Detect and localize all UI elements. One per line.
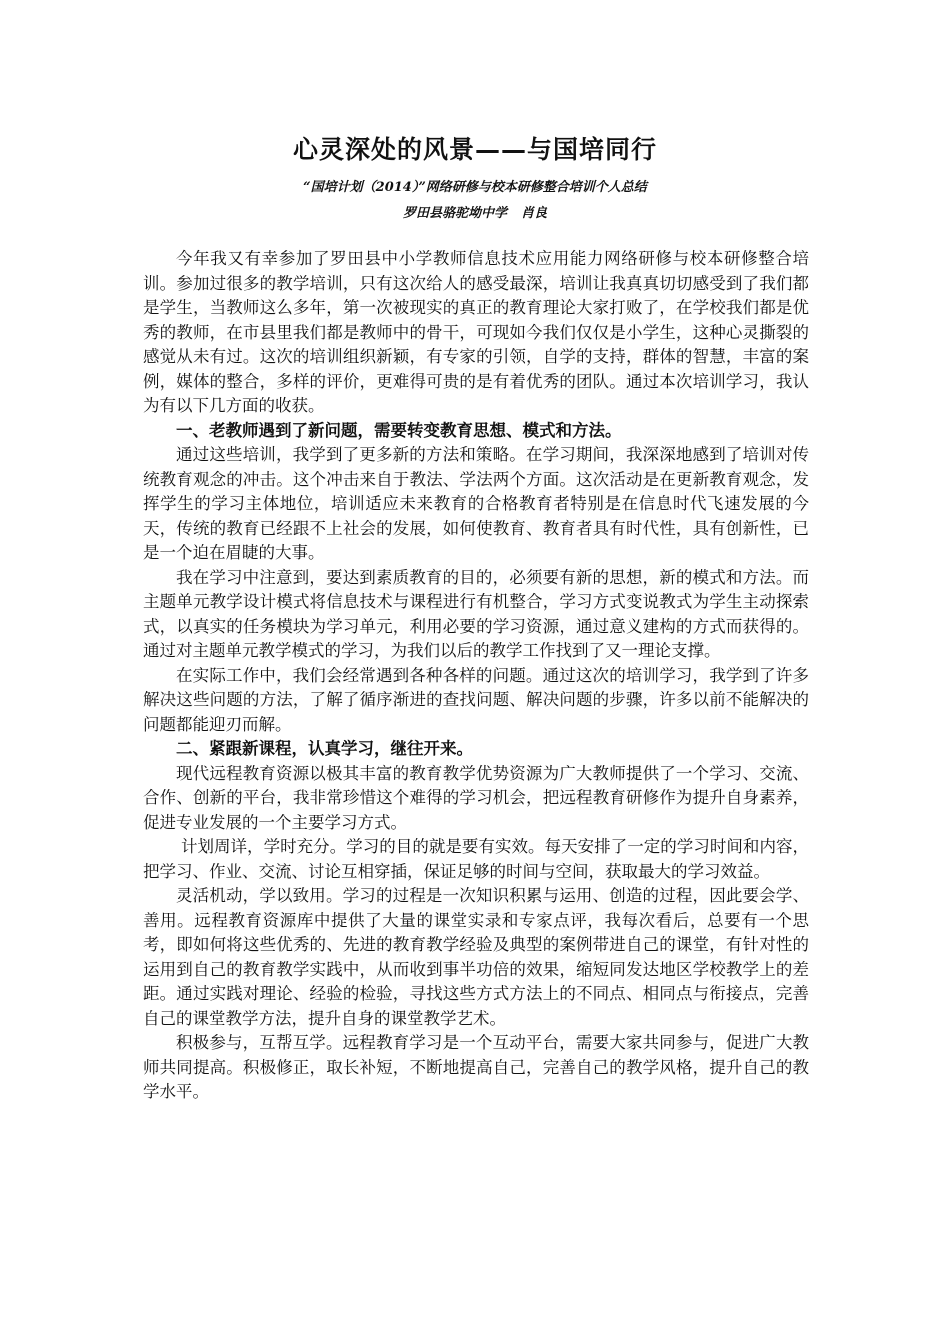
paragraph: 计划周详，学时充分。学习的目的就是要有实效。每天安排了一定的学习时间和内容，把学习、作业、交流、讨论互相穿插，保证足够的时间与空间，获取最大的学习效益。: [143, 837, 809, 881]
paragraph: 我在学习中注意到，要达到素质教育的目的，必须要有新的思想，新的模式和方法。而主题单元教学设计模式将信息技术与课程进行有机整合，学习方式变说教式为学生主动探索式，以真实的任务模块为学习单元，利用必要的学习资源，通过意义建构的方式而获得的。通过对主题单元教学模式的学习，为我们以后的教学工作找到了又一理论支撑。: [143, 567, 809, 660]
paragraph: 今年我又有幸参加了罗田县中小学教师信息技术应用能力网络研修与校本研修整合培训。参加过很多的教学培训，只有这次给人的感受最深，培训让我真真切切感受到了我们都是学生，当教师这么多年，第一次被现实的真正的教育理论大家打败了，在学校我们都是优秀的教师，在市县里我们都是教师中的骨干，可现如今我们仅仅是小学生，这种心灵撕裂的感觉从未有过。这次的培训组织新颖，有专家的引领，自学的支持，群体的智慧，丰富的案例，媒体的整合，多样的评价，更难得可贵的是有着优秀的团队。通过本次培训学习，我认为有以下几方面的收获。: [143, 249, 809, 415]
document-body: [143, 247, 809, 1105]
section-heading: 一、老教师遇到了新问题，需要转变教育思想、模式和方法。: [176, 420, 622, 440]
author-line: [0, 205, 950, 223]
author-name: 肖良: [521, 206, 548, 221]
paragraph: 通过这些培训，我学到了更多新的方法和策略。在学习期间，我深深地感到了培训对传统教育观念的冲击。这个冲击来自于教法、学法两个方面。这次活动是在更新教育观念，发挥学生的学习主体地位，培训适应未来教育的合格教育者特别是在信息时代飞速发展的今天，传统的教育已经跟不上社会的发展，如何使教育、教育者具有时代性，具有创新性，已是一个迫在眉睫的大事。: [143, 445, 809, 562]
paragraph: 在实际工作中，我们会经常遇到各种各样的问题。通过这次的培训学习，我学到了许多解决这些问题的方法，了解了循序渐进的查找问题、解决问题的步骤，许多以前不能解决的问题都能迎刃而解。: [143, 665, 809, 734]
section-heading: 二、紧跟新课程，认真学习，继往开来。: [176, 739, 473, 758]
author-school: 罗田县骆驼坳中学: [402, 206, 507, 221]
paragraph: 灵活机动，学以致用。学习的过程是一次知识积累与运用、创造的过程，因此要会学、善用。远程教育资源库中提供了大量的课堂实录和专家点评，我每次看后，总要有一个思考，即如何将这些优秀的、先进的教育教学经验及典型的案例带进自己的课堂，有针对性的运用到自己的教育教学实践中，从而收到事半功倍的效果，缩短同发达地区学校教学上的差距。通过实践对理论、经验的检验，寻找这些方式方法上的不同点、相同点与衔接点，完善自己的课堂教学方法，提升自身的课堂教学艺术。: [143, 886, 809, 1028]
document-title: 心灵深处的风景——与国培同行: [292, 135, 657, 164]
document-subtitle: “国培计划（2014）”网络研修与校本研修整合培训个人总结: [303, 180, 647, 195]
paragraph: 现代远程教育资源以极其丰富的教育教学优势资源为广大教师提供了一个学习、交流、合作、创新的平台，我非常珍惜这个难得的学习机会，把远程教育研修作为提升自身素养，促进专业发展的一个主要学习方式。: [143, 763, 809, 832]
paragraph: 积极参与，互帮互学。远程教育学习是一个互动平台，需要大家共同参与，促进广大教师共同提高。积极修正，取长补短，不断地提高自己，完善自己的教学风格，提升自己的教学水平。: [143, 1033, 809, 1101]
